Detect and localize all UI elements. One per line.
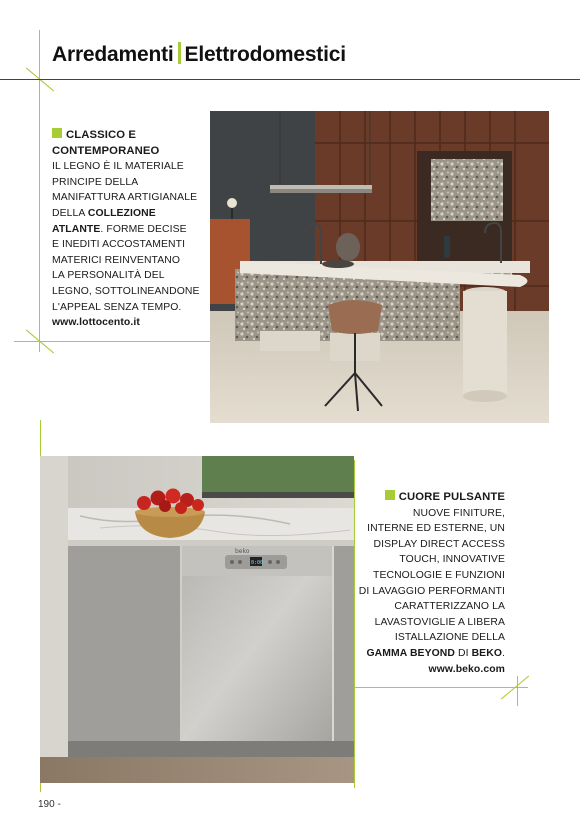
accent-horizontal-line-top xyxy=(14,341,210,342)
kitchen-island-photo xyxy=(210,111,549,423)
title-right: Elettrodomestici xyxy=(184,43,346,66)
article-classico-heading: CLASSICO E CONTEMPORANEO xyxy=(52,129,160,157)
article-classico-text: CLASSICO E CONTEMPORANEO IL LEGNO È IL MATERIALE PRINCIPE DELLA MANIFATTURA ARTIGIANALE DELLA COLLEZIONE ATLANTE. FORME DECISE E INEDITI ACCOSTAMENTI MATERICI REINVENTANO LA PERSONALITÀ DEL LEGNO, SOTTOLINEANDONE L'APPEAL SENZA TEMPO. www.lottocento.it xyxy=(52,128,208,331)
title-separator xyxy=(178,42,181,64)
article-cuore-heading: CUORE PULSANTE xyxy=(352,490,505,506)
beko-logo: beko xyxy=(235,548,250,555)
dishwasher-photo xyxy=(40,456,354,783)
display-readout: 0:00 xyxy=(251,560,264,566)
page-number: 190 - xyxy=(38,799,61,810)
header-rule xyxy=(0,79,580,80)
green-square-icon xyxy=(52,128,62,138)
accent-vertical-line-bottom-right xyxy=(517,676,518,706)
accent-horizontal-line-bottom xyxy=(354,687,528,688)
beko-link[interactable]: www.beko.com xyxy=(428,663,505,675)
green-square-icon xyxy=(385,490,395,500)
lottocento-link[interactable]: www.lottocento.it xyxy=(52,317,140,329)
title-left: Arredamenti xyxy=(52,43,174,66)
page-title xyxy=(52,42,346,67)
article-cuore-text: CUORE PULSANTE NUOVE FINITURE, INTERNE ED ESTERNE, UN DISPLAY DIRECT ACCESS TOUCH, INNOVATIVE TECNOLOGIE E FUNZIONI DI LAVAGGIO PERFORMANTI CARATTERIZZANO LA LAVASTOVIGLIE A LIBERA ISTALLAZIONE DELLA GAMMA BEYOND DI BEKO. www.beko.com xyxy=(352,490,505,677)
